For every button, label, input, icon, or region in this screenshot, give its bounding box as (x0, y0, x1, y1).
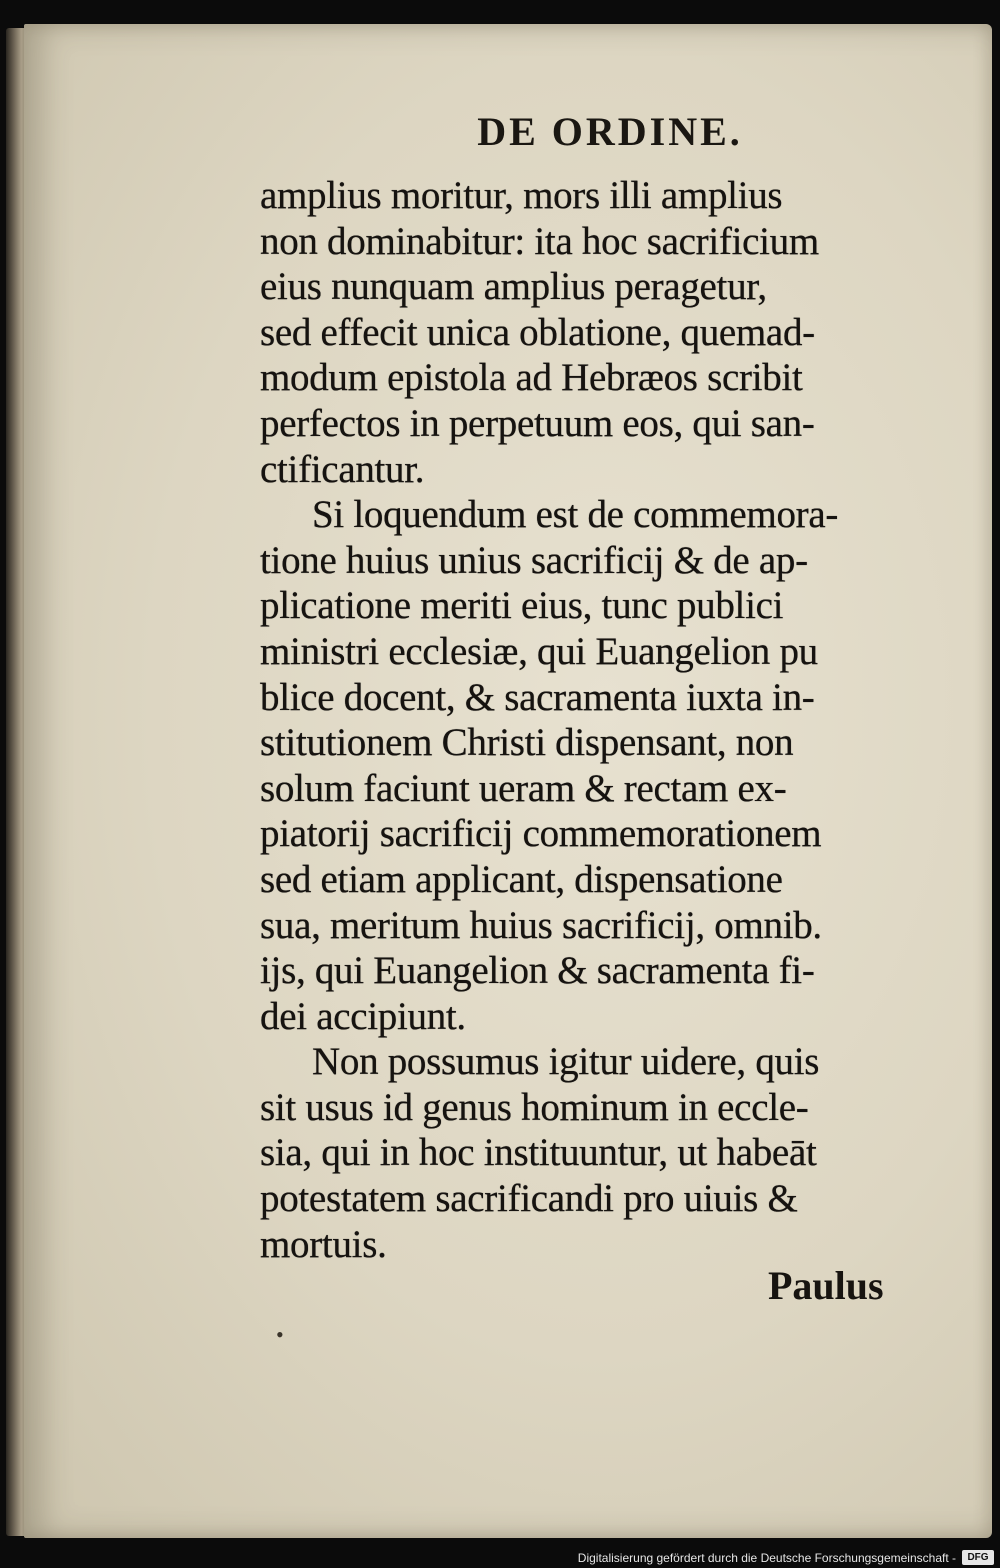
text-line: modum epistola ad Hebræos scribit (260, 356, 803, 400)
text-line: mortuis. (260, 1222, 387, 1266)
text-line: tione huius unius sacrificij & de ap- (260, 538, 808, 582)
text-line: sua, meritum huius sacrificij, omnib. (260, 903, 822, 947)
text-line: non dominabitur: ita hoc sacrificium (260, 219, 819, 263)
text-line: plicatione meriti eius, tunc publici (260, 584, 784, 628)
text-line: ministri ecclesiæ, qui Euangelion pu (260, 629, 818, 673)
dfg-logo-text: DFG (967, 1552, 989, 1563)
catchword: Paulus (768, 1263, 884, 1308)
text-line: potestatem sacrificandi pro uiuis & (260, 1177, 798, 1221)
dfg-logo (962, 1550, 994, 1565)
text-line: blice docent, & sacramenta iuxta in- (260, 675, 815, 719)
page-text-block (260, 108, 920, 1267)
text-line: solum faciunt ueram & rectam ex- (260, 766, 787, 810)
stray-ink-mark: • (276, 1322, 284, 1347)
text-line: sia, qui in hoc instituuntur, ut habeāt (260, 1131, 817, 1175)
text-line: sed effecit unica oblatione, quemad- (260, 310, 815, 354)
text-line: piatorij sacrificij commemorationem (260, 812, 822, 856)
text-line: dei accipiunt. (260, 994, 466, 1038)
running-head: DE ORDINE. (477, 109, 743, 154)
digitization-credit: Digitalisierung gefördert durch die Deutsche Forschungsgemeinschaft - (577, 1551, 956, 1565)
text-line: Si loquendum est de commemora- (312, 493, 839, 537)
text-line: perfectos in perpetuum eos, qui san- (260, 401, 815, 445)
text-line: eius nunquam amplius peragetur, (260, 265, 767, 309)
text-line: sit usus id genus hominum in eccle- (260, 1085, 809, 1129)
text-line: Non possumus igitur uidere, quis (312, 1040, 820, 1084)
text-line: ctificantur. (260, 447, 425, 491)
body-lines (260, 173, 920, 1267)
text-line: sed etiam applicant, dispensatione (260, 857, 783, 901)
text-line: ijs, qui Euangelion & sacramenta fi- (260, 949, 815, 993)
text-line: stitutionem Christi dispensant, non (260, 721, 794, 765)
text-line: amplius moritur, mors illi amplius (260, 174, 783, 217)
